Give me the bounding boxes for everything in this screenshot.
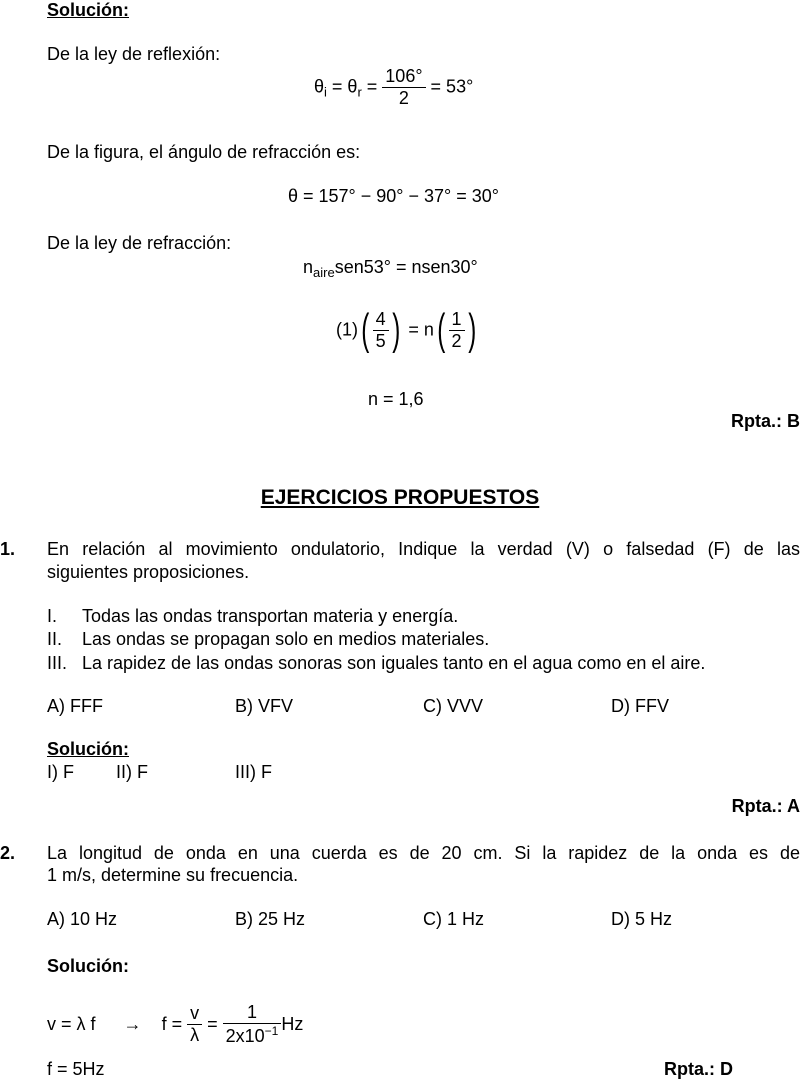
answer-b: Rpta.: B — [731, 411, 800, 431]
snell-substitution: (1)( $\frac{4}{5}$ ) = n( $\frac{1}{2}$ ) — [336, 305, 476, 354]
section-title: EJERCICIOS PROPUESTOS — [260, 486, 540, 509]
answer-d: Rpta.: D — [664, 1059, 733, 1079]
solution-header: Solución: — [47, 0, 129, 20]
option-a: A) 10 Hz — [47, 909, 118, 929]
proposition-label: II. — [47, 629, 63, 649]
option-b: B) 25 Hz — [235, 909, 306, 929]
arrow-icon: → — [123, 1014, 142, 1034]
refractive-index-result: n = 1,6 — [368, 389, 424, 409]
snell-equation: $n_{aire}sen53^\circ$ = nsen30° — [303, 257, 478, 280]
frequency-equation: v = λ f → f = $\frac{v}{\lambda}$ = $\frac{1}{2x10^{-1}}$ Hz — [47, 1002, 304, 1046]
question-number: 2. — [0, 843, 16, 863]
option-c: C) VVV — [423, 696, 484, 716]
question-number: 1. — [0, 539, 16, 559]
solution-header: Solución: — [47, 739, 129, 759]
option-d: D) 5 Hz — [611, 909, 673, 929]
question-text-line1: La longitud de onda en una cuerda es de 20 cm. Si la rapidez de la onda es de — [47, 843, 800, 863]
option-a: A) FFF — [47, 696, 103, 716]
option-c: C) 1 Hz — [423, 909, 485, 929]
solution-header: Solución: — [47, 956, 129, 976]
refraction-law-intro: De la ley de refracción: — [47, 233, 232, 253]
refraction-angle-equation: θ = 157° − 90° − 37° = 30° — [288, 186, 499, 206]
proposition-text: La rapidez de las ondas sonoras son iguales tanto en el agua como en el aire. — [82, 653, 706, 673]
answer-iii: III) F — [235, 762, 272, 782]
theta-symbol: θ — [314, 76, 325, 97]
answer-i: I) F — [47, 762, 74, 782]
proposition-label: III. — [47, 653, 68, 673]
proposition-text: Todas las ondas transportan materia y energía. — [82, 606, 459, 626]
reflection-law-intro: De la ley de reflexión: — [47, 44, 221, 64]
question-text-line2: 1 m/s, determine su frecuencia. — [47, 865, 299, 885]
frequency-result: f = 5Hz — [47, 1059, 105, 1079]
figure-angle-intro: De la figura, el ángulo de refracción es: — [47, 142, 361, 162]
option-b: B) VFV — [235, 696, 294, 716]
question-text-line2: siguientes proposiciones. — [47, 562, 250, 582]
question-text-line1: En relación al movimiento ondulatorio, Indique la verdad (V) o falsedad (F) de las — [47, 539, 800, 559]
option-d: D) FFV — [611, 696, 669, 716]
reflection-equation: $\theta_i = \theta_r$ = $\frac{106^\circ}{2}$ = 53° — [314, 66, 474, 108]
answer-a: Rpta.: A — [731, 796, 800, 816]
fraction: $\frac{106^\circ}{2}$ — [382, 66, 425, 109]
proposition-text: Las ondas se propagan solo en medios materiales. — [82, 629, 490, 649]
answer-ii: II) F — [116, 762, 148, 782]
proposition-label: I. — [47, 606, 58, 626]
